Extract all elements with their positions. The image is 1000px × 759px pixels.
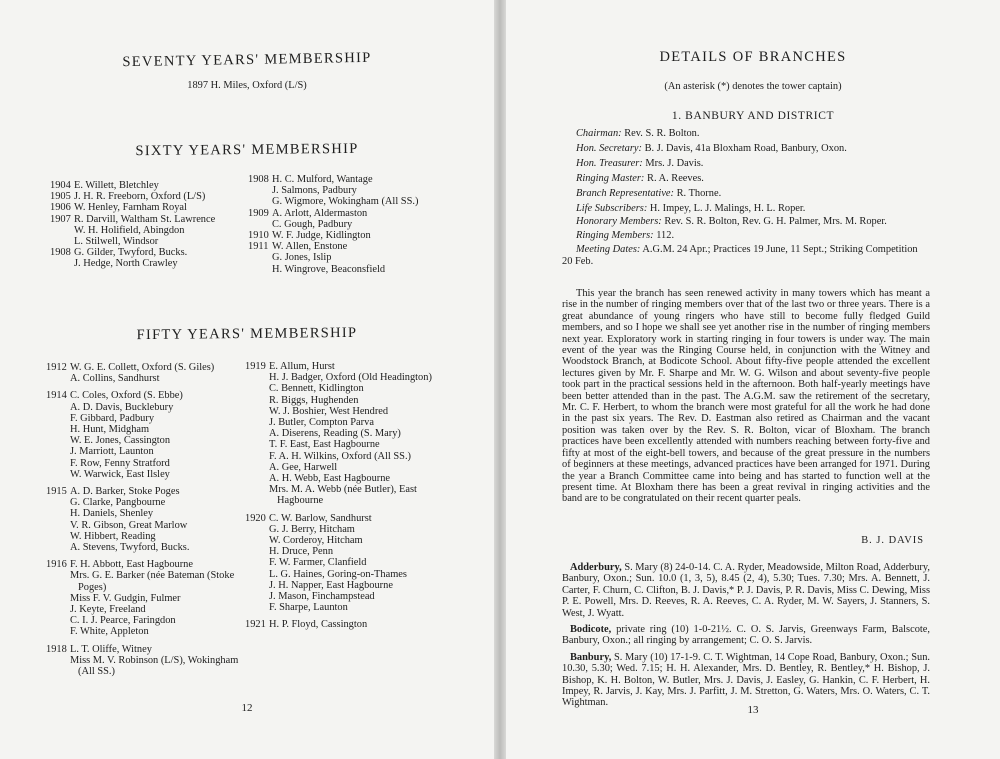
entry-name: Miss F. V. Gudgin, Fulmer [70,592,181,604]
entry-year [245,473,267,484]
member-entry [245,473,445,484]
member-entry [46,644,242,655]
entry-year [46,458,68,469]
member-entry [50,236,242,247]
entry-year [245,372,267,383]
entry-name: F. Gibbard, Padbury [70,412,155,424]
officer-value: R. Thorne. [676,188,722,199]
entry-year [46,531,68,542]
officer-label: Ringing Master: [576,173,645,184]
entry-year: 1916 [46,559,67,571]
member-entry [46,615,242,626]
entry-year [245,591,267,602]
book-gutter [494,0,506,759]
entry-name: W. Warwick, East Ilsley [70,468,170,480]
entry-year: 1921 [245,619,266,631]
entry-year [248,196,270,207]
member-entry [46,655,242,677]
entry-year [245,462,267,473]
entry-year [245,406,267,417]
member-entry [245,451,445,462]
member-entry [46,362,242,373]
branch-title: 1. BANBURY AND DISTRICT [671,110,835,122]
entry-year: 1914 [46,390,67,402]
entry-year [245,439,267,450]
entry-name: W. E. Jones, Cassington [70,435,171,447]
officer-line [562,186,930,201]
entry-name: A. Diserens, Reading (S. Mary) [269,428,401,440]
fifty-years-heading: FIFTY YEARS' MEMBERSHIP [136,324,358,344]
member-entry [245,417,445,428]
entry-year [245,557,267,568]
member-entry [245,372,445,383]
officer-line [562,156,930,171]
member-entry [245,361,445,372]
entry-year [245,484,267,506]
entry-name: W. F. Judge, Kidlington [272,230,371,242]
tower-name: Bodicote, [570,624,612,636]
sixty-years-column-1 [50,180,242,270]
entry-name: H. Miles, Oxford (L/S) [210,80,307,91]
page-number-right: 13 [747,704,759,716]
sixty-years-column-2 [248,174,444,275]
entry-year: 1908 [50,247,71,259]
officer-line [562,141,930,156]
entry-name: E. Willett, Bletchley [74,180,159,191]
entry-year [46,373,68,384]
entry-name: A. Stevens, Twyford, Bucks. [70,542,190,554]
entry-name: R. Biggs, Hughenden [269,394,359,406]
entry-name: G. Jones, Islip [272,252,332,264]
entry-year [245,569,267,580]
member-entry [46,559,242,570]
member-entry [50,247,242,258]
entry-name: C. Gough, Padbury [272,218,353,230]
entry-name: G. Gilder, Twyford, Bucks. [74,247,188,259]
entry-year [46,626,68,637]
entry-year [50,225,72,236]
entry-year [46,402,68,413]
entry-year: 1905 [50,191,71,203]
entry-name: J. Butler, Compton Parva [269,417,374,429]
entry-name: F. White, Appleton [70,626,149,638]
entry-name: F. H. Abbott, East Hagbourne [70,559,193,571]
member-entry [46,626,242,637]
entry-year [46,570,68,592]
member-entry [248,174,444,185]
entry-year [46,469,68,480]
entry-name: A. D. Davis, Bucklebury [70,401,174,413]
member-entry [50,180,242,191]
entry-name: L. Stilwell, Windsor [74,236,159,248]
entry-year [245,428,267,439]
entry-year: 1912 [46,362,67,373]
entry-year [50,258,72,269]
member-entry [46,604,242,615]
entry-name: J. H. R. Freeborn, Oxford (L/S) [74,191,206,203]
member-entry [248,185,444,196]
member-entry [248,252,444,263]
entry-year [46,508,68,519]
entry-name: H. Hunt, Midgham [70,424,150,436]
entry-year [46,520,68,531]
entry-name: H. Druce, Penn [269,546,334,558]
member-entry [245,395,445,406]
entry-year [248,252,270,263]
member-entry [245,524,445,535]
entry-year [245,580,267,591]
fifty-years-column-2 [245,361,445,631]
member-entry [46,497,242,508]
entry-name: W. Allen, Enstone [272,241,348,253]
entry-year [46,593,68,604]
member-entry [245,535,445,546]
entry-year [46,435,68,446]
entry-name: G. J. Berry, Hitcham [269,523,355,535]
officer-line [562,126,930,141]
member-entry [46,469,242,480]
entry-year [245,451,267,462]
member-entry [50,225,242,236]
officer-value: 112. [656,230,675,241]
member-entry [50,202,242,213]
entry-year [46,615,68,626]
officer-label: Branch Representative: [576,188,675,199]
entry-name: C. I. J. Pearce, Faringdon [70,615,176,627]
member-entry [248,230,444,241]
member-entry [248,219,444,230]
officer-value: A.G.M. 24 Apr.; Practices 19 June, 11 Sept.; Striking Competition 20 Feb. [562,244,918,267]
member-entry [46,542,242,553]
officer-line [562,244,930,268]
entry-year: 1906 [50,202,71,214]
entry-name: A. H. Webb, East Hagbourne [269,473,391,485]
entry-name: J. H. Napper, East Hagbourne [269,579,393,591]
entry-name: A. Collins, Sandhurst [70,373,160,385]
entry-name: A. D. Barker, Stoke Poges [70,486,180,498]
member-entry [46,520,242,531]
member-entry [245,557,445,568]
entry-name: H. P. Floyd, Cassington [269,619,368,631]
entry-name: H. J. Badger, Oxford (Old Headington) [269,372,432,384]
member-entry [245,619,445,630]
entry-year: 1908 [248,174,269,185]
member-entry [245,439,445,450]
entry-year [46,497,68,508]
officer-value: Rev. S. R. Bolton, Rev. G. H. Palmer, Mrs. M. Roper. [664,216,887,227]
entry-name: W. H. Holifield, Abingdon [74,224,185,236]
member-entry [46,373,242,384]
member-entry [50,214,242,225]
entry-year [245,524,267,535]
member-entry [245,580,445,591]
entry-name: F. Row, Fenny Stratford [70,457,170,469]
officer-line [562,230,930,242]
entry-year [46,413,68,424]
entry-year: 1910 [248,230,269,242]
member-entry [248,196,444,207]
tower-name: Adderbury, [570,562,622,573]
entry-year [245,383,267,394]
member-entry [245,602,445,613]
officer-label: Life Subscribers: [576,203,648,214]
entry-year [248,219,270,230]
entry-year [46,604,68,615]
entry-name: W. J. Boshier, West Hendred [269,405,389,417]
entry-name: W. G. E. Collett, Oxford (S. Giles) [70,362,215,373]
officer-value: R. A. Reeves. [647,173,704,184]
entry-name: A. Gee, Harwell [269,461,338,473]
entry-name: F. A. H. Wilkins, Oxford (All SS.) [269,450,412,462]
member-entry [245,591,445,602]
member-entry [46,570,242,592]
member-entry [245,546,445,557]
member-entry [46,446,242,457]
branch-officers [562,126,930,268]
entry-year [248,185,270,196]
officer-line [562,216,930,228]
officer-label: Honorary Members: [576,216,662,227]
entry-year [245,395,267,406]
entry-year: 1911 [248,241,269,253]
tower-entry [562,562,930,619]
member-entry [46,531,242,542]
member-entry [46,435,242,446]
member-entry [46,402,242,413]
tower-details: S. Mary (10) 17-1-9. C. T. Wightman, 14 Cope Road, Banbury, Oxon.; Sun. 10.30, 5.30; Wed. 7.15; H. H. Alexander, Mrs. D. Bentley, R. Bentley,* H. Bishop, J. Bishop, K. H. Bolton, W. Butler, Mrs. J. Davis, J. Easley, G. Hankin, C. F. Herbert, H. Impey, R. Jarvis, J. Kay, Mrs. J. Parfitt, J. M. Stretton, G. Waters, Mrs. O. Waters, C. T. Wightman. [562,651,930,709]
entry-name: W. Henley, Farnham Royal [74,202,187,214]
entry-name: L. T. Oliffe, Witney [70,643,152,655]
officer-value: B. J. Davis, 41a Bloxham Road, Banbury, Oxon. [644,143,847,154]
entry-name: Mrs. G. E. Barker (née Bateman (Stoke Poges) [70,570,235,593]
tower-name: Banbury, [570,651,612,663]
officer-label: Hon. Treasurer: [576,158,643,169]
member-entry [46,593,242,604]
entry-name: G. Clarke, Pangbourne [70,497,166,509]
entry-name: L. G. Haines, Goring-on-Thames [269,568,407,580]
entry-name: F. Sharpe, Launton [269,602,348,614]
sixty-years-heading: SIXTY YEARS' MEMBERSHIP [135,140,359,160]
entry-year: 1907 [50,213,71,225]
entry-name: T. F. East, East Hagbourne [269,439,380,451]
entry-name: C. Coles, Oxford (S. Ebbe) [70,390,183,402]
officer-value: Rev. S. R. Bolton. [624,128,700,139]
member-entry [46,390,242,401]
member-entry [245,383,445,394]
member-entry [46,424,242,435]
left-page [0,0,494,759]
branch-report: This year the branch has seen renewed activity in many towers which has meant a rise in the number of ringing members over that of the last two or three years. There is a great abundance of young ringers who have still to become fully fledged Guild members, and so I hope we shall see yet another rise in the number of ringing members next year. Exploratory work in starting ringing in four towers is under way. The main event of the year was the Ringing Course held, in conjunction with the Witney and Woodstock Branch, at Bodicote School. About fifty-five people attended the excellent lectures given by Mr. F. Sharpe and Mr. W. G. Wilson and about seventy-five people took part in the practical sessions held in the afternoon. Both half-yearly meetings have been better attended than in the past. The A.G.M. saw the retirement of the secretary, Mr. C. F. Herbert, to whom the branch were most grateful for all the work he had done in the past six years. The Rev. D. Eastman also retired as Chairman and the vacant position was taken over by the Rev. S. R. Bolton, vicar of Bloxham. The branch practices have been excellently attended with numbers reaching between forty-five and fifty at most of the eight-bell towers, and because of the great pressure in the numbers of beginners at these meetings, advanced practices have been arranged for 1971. During the year a Branch Committee came into being and has started to function well at the present time. At Bloxham there has been a great revival in ringing activities and the band are to be congratulated on their recent quarter peals. [562,288,930,505]
officer-label: Chairman: [576,128,622,139]
entry-year: 1920 [245,512,266,524]
entry-name: C. W. Barlow, Sandhurst [269,512,372,524]
seventy-years-heading: SEVENTY YEARS' MEMBERSHIP [122,49,372,71]
entry-name: G. Wigmore, Wokingham (All SS.) [272,196,419,208]
entry-year: 1915 [46,486,67,498]
officer-line [562,201,930,216]
officer-value: H. Impey, L. J. Malings, H. L. Roper. [649,203,806,214]
officer-line [562,171,930,186]
member-entry [245,428,445,439]
member-entry [248,264,444,275]
entry-name: Mrs. M. A. Webb (née Butler), East Hagbourne [269,484,417,507]
entry-year [245,602,267,613]
member-entry [50,258,242,269]
entry-year [46,655,68,677]
entry-name: W. Hibbert, Reading [70,530,156,542]
member-entry [46,508,242,519]
entry-name: J. Hedge, North Crawley [74,258,178,270]
member-entry [46,458,242,469]
entry-year [46,542,68,553]
right-page [506,0,1000,759]
officer-label: Hon. Secretary: [576,143,642,154]
entry-year [245,417,267,428]
entry-name: C. Bennett, Kidlington [269,383,364,395]
entry-year [50,236,72,247]
entry-year [248,264,270,275]
entry-year: 1904 [50,180,71,191]
entry-name: J. Salmons, Padbury [272,185,357,197]
asterisk-note: (An asterisk (*) denotes the tower captain) [664,81,842,92]
entry-year [245,535,267,546]
entry-name: F. W. Farmer, Clanfield [269,557,367,569]
tower-details: private ring (10) 1-0-21½. C. O. S. Jarvis, Greenways Farm, Balscote, Banbury, Oxon.; all ringing by arrangement; C. O. S. Jarvis. [562,624,930,647]
officer-label: Ringing Members: [576,230,654,241]
tower-entry [562,624,930,647]
entry-name: E. Allum, Hurst [269,361,335,372]
entry-name: V. R. Gibson, Great Marlow [70,519,188,531]
entry-year [46,424,68,435]
entry-year [46,446,68,457]
page-number-left: 12 [241,702,253,714]
member-entry [245,569,445,580]
officer-value: Mrs. J. Davis. [645,158,704,169]
report-signature: B. J. DAVIS [861,535,924,546]
entry-name: R. Darvill, Waltham St. Lawrence [74,213,216,225]
entry-name: H. C. Mulford, Wantage [272,174,373,185]
entry-year: 1918 [46,643,67,655]
details-of-branches-heading: DETAILS OF BRANCHES [659,49,847,65]
member-entry [248,241,444,252]
member-entry [245,513,445,524]
officer-label: Meeting Dates: [576,244,641,255]
member-entry [50,191,242,202]
entry-name: W. Corderoy, Hitcham [269,535,363,547]
member-entry [245,462,445,473]
seventy-years-entry [0,80,494,91]
member-entry [248,208,444,219]
entry-name: H. Daniels, Shenley [70,508,154,520]
entry-year [245,546,267,557]
entry-year: 1909 [248,207,269,219]
entry-name: Miss M. V. Robinson (L/S), Wokingham (All SS.) [70,654,239,678]
entry-name: A. Arlott, Aldermaston [272,207,368,219]
member-entry [245,484,445,506]
entry-name: J. Mason, Finchampstead [269,591,375,603]
member-entry [245,406,445,417]
tower-details: S. Mary (8) 24-0-14. C. A. Ryder, Meadowside, Milton Road, Adderbury, Banbury, Oxon.; Sun. 10.0 (1, 3, 5), 8.45 (2, 4), 5.30; Tues. 7.30; Mrs. A. Bennett, J. Carter, F. Churn, C. Clifton, B. J. Davis,* P. J. Davis, P. R. Davis, Miss C. Dewing, Miss P. E. Powell, Mrs. D. Reeves, R. A. Reeves, C. A. Ryder, M. W. Sayers, J. Stanners, S. West, J. Wyatt. [562,562,930,619]
tower-entry [562,652,930,709]
entry-name: J. Keyte, Freeland [70,604,146,616]
entry-year: 1919 [245,361,266,372]
member-entry [46,413,242,424]
member-entry [46,486,242,497]
entry-year: 1897 [187,80,209,91]
entry-name: H. Wingrove, Beaconsfield [272,263,386,275]
entry-name: J. Marriott, Launton [70,446,154,458]
fifty-years-column-1 [46,362,242,677]
tower-list [562,562,930,714]
